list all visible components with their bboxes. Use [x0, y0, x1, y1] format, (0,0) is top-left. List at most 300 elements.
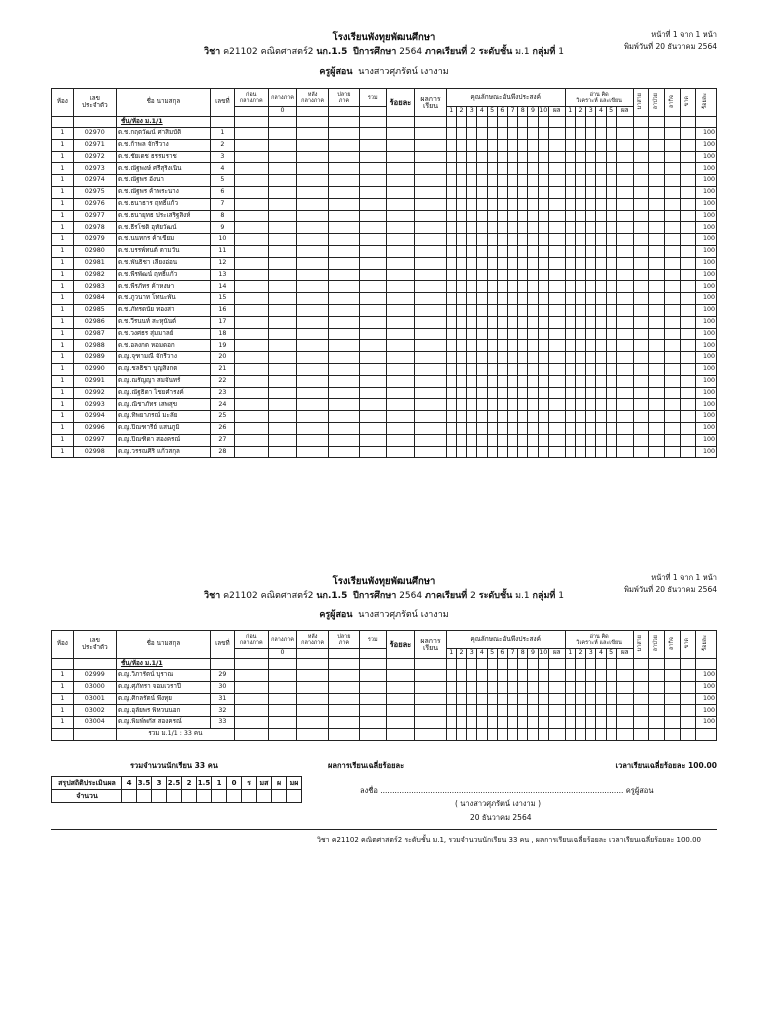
student-row	[52, 446, 717, 458]
grade-table-page2	[51, 630, 717, 741]
student-attendance-pct: 100	[696, 222, 717, 234]
room-total: รวม ม.1/1 : 33 คน	[116, 728, 234, 740]
read-col-1: 1	[565, 649, 575, 659]
student-row	[52, 163, 717, 175]
student-id: 02980	[73, 245, 116, 257]
student-attendance-pct: 100	[696, 281, 717, 293]
student-attendance-pct: 100	[696, 293, 717, 305]
student-name: ด.ช.ณัฐพงษ์ ศรีสุริงเนิน	[116, 163, 210, 175]
col-reading: อ่าน คิด วิเคราะห์ และเขียน	[565, 89, 633, 107]
col-sick: ลาป่วย	[649, 89, 665, 117]
col-percent2: ร้อยละ	[696, 631, 717, 659]
student-no: 8	[210, 210, 234, 222]
student-name: ด.ญ.ปิณฑิดา สองครณ์	[116, 434, 210, 446]
section-label: ชั้น/ห้อง ม.1/1	[116, 117, 210, 128]
read-col-4: 4	[596, 107, 606, 117]
signature-date: 20 ธันวาคม 2564	[470, 813, 532, 822]
student-row	[52, 717, 717, 729]
student-no: 6	[210, 186, 234, 198]
student-row	[52, 293, 717, 305]
student-room: 1	[52, 352, 74, 364]
section-label: ชั้น/ห้อง ม.1/1	[116, 659, 210, 670]
student-no: 26	[210, 422, 234, 434]
student-row	[52, 151, 717, 163]
student-row	[52, 340, 717, 352]
student-id: 02994	[73, 411, 116, 423]
student-row	[52, 128, 717, 140]
col-percent: ร้อยละ	[386, 89, 415, 117]
student-attendance-pct: 100	[696, 163, 717, 175]
student-row	[52, 245, 717, 257]
grade-7: 0	[227, 777, 242, 790]
student-id: 02975	[73, 186, 116, 198]
read-col-5: 5	[606, 107, 616, 117]
student-room: 1	[52, 151, 74, 163]
char-col-8: 8	[518, 649, 528, 659]
col-leave: ลากิจ	[664, 631, 680, 659]
student-attendance-pct: 100	[696, 352, 717, 364]
char-col-1: 1	[446, 107, 456, 117]
student-row	[52, 139, 717, 151]
student-id: 02983	[73, 281, 116, 293]
student-attendance-pct: 100	[696, 234, 717, 246]
mid-value: 0	[268, 107, 297, 117]
student-room: 1	[52, 304, 74, 316]
col-total: รวม	[360, 89, 386, 107]
bottom-summary: วิชา ค21102 คณิตศาสตร์2 ระดับชั้น ม.1, รวมจำนวนนักเรียน 33 คน , ผลการเรียนเฉลี่ยร้อยละ เวลาเรียนเฉลี่ยร้อยละ 100.00	[317, 836, 701, 844]
student-name: ด.ช.ธนาธาร ฤทธิ์แก้ว	[116, 198, 210, 210]
student-room: 1	[52, 446, 74, 458]
student-row	[52, 387, 717, 399]
student-no: 31	[210, 693, 234, 705]
char-col-6: 6	[497, 649, 507, 659]
student-name: ด.ช.ณัฐพร อังนา	[116, 175, 210, 187]
student-name: ด.ช.พีรพัฒน์ ฤทธิ์แก้ว	[116, 269, 210, 281]
student-id: 02977	[73, 210, 116, 222]
read-col-4: 4	[596, 649, 606, 659]
student-name: ด.ญ.จุฑามณี จักรีวาง	[116, 352, 210, 364]
student-room: 1	[52, 198, 74, 210]
student-name: ด.ญ.วิภารัตน์ บุราณ	[116, 670, 210, 682]
char-col-11: ผล	[548, 649, 565, 659]
student-no: 21	[210, 363, 234, 375]
student-attendance-pct: 100	[696, 151, 717, 163]
char-col-11: ผล	[548, 107, 565, 117]
student-room: 1	[52, 717, 74, 729]
student-room: 1	[52, 693, 74, 705]
student-name: ด.ช.ณัฐพร ค้าพระนาง	[116, 186, 210, 198]
student-row	[52, 281, 717, 293]
student-room: 1	[52, 163, 74, 175]
student-name: ด.ช.ชัยเดช ธรรมราช	[116, 151, 210, 163]
student-attendance-pct: 100	[696, 139, 717, 151]
student-no: 2	[210, 139, 234, 151]
col-no: เลขที่	[210, 89, 234, 117]
read-col-6: ผล	[616, 649, 633, 659]
mid-value: 0	[268, 649, 297, 659]
student-row	[52, 222, 717, 234]
student-name: ด.ญ.พิมพ์พกัส สองครณ์	[116, 717, 210, 729]
signature-line: ลงชื่อ ...................................................................................................... ครูผู้สอน	[360, 786, 654, 795]
char-col-3: 3	[467, 107, 477, 117]
avg-time: เวลาเรียนเฉลี่ยร้อยละ 100.00	[615, 761, 717, 770]
student-name: ด.ญ.ศิกลรัตน์ พึงทุย	[116, 693, 210, 705]
student-room: 1	[52, 705, 74, 717]
student-name: ด.ช.วงศธร สุ่มมาลย์	[116, 328, 210, 340]
student-id: 02974	[73, 175, 116, 187]
student-row	[52, 693, 717, 705]
grade-2: 3	[152, 777, 167, 790]
char-col-4: 4	[477, 649, 487, 659]
student-no: 14	[210, 281, 234, 293]
student-id: 02991	[73, 375, 116, 387]
student-no: 25	[210, 411, 234, 423]
student-id: 02981	[73, 257, 116, 269]
student-row	[52, 269, 717, 281]
student-row	[52, 411, 717, 423]
student-name: ด.ช.นนทกร ค้าเขียม	[116, 234, 210, 246]
student-no: 20	[210, 352, 234, 364]
student-room: 1	[52, 411, 74, 423]
student-id: 02978	[73, 222, 116, 234]
student-no: 33	[210, 717, 234, 729]
col-final: ปลาย ภาค	[328, 89, 359, 107]
student-id: 02987	[73, 328, 116, 340]
student-id: 02993	[73, 399, 116, 411]
student-attendance-pct: 100	[696, 304, 717, 316]
student-row	[52, 198, 717, 210]
student-name: ด.ญ.ณิชาภัทร เสพสุข	[116, 399, 210, 411]
student-no: 16	[210, 304, 234, 316]
student-id: 03004	[73, 717, 116, 729]
student-no: 3	[210, 151, 234, 163]
student-no: 11	[210, 245, 234, 257]
col-percent2: ร้อยละ	[696, 89, 717, 117]
student-no: 7	[210, 198, 234, 210]
student-row	[52, 422, 717, 434]
student-id: 02989	[73, 352, 116, 364]
student-attendance-pct: 100	[696, 245, 717, 257]
student-no: 32	[210, 705, 234, 717]
student-attendance-pct: 100	[696, 269, 717, 281]
student-id: 02998	[73, 446, 116, 458]
student-attendance-pct: 100	[696, 422, 717, 434]
col-missing: ขาด	[680, 631, 696, 659]
student-room: 1	[52, 210, 74, 222]
col-sick: ลาป่วย	[649, 631, 665, 659]
student-attendance-pct: 100	[696, 375, 717, 387]
char-col-4: 4	[477, 107, 487, 117]
read-col-1: 1	[565, 107, 575, 117]
student-room: 1	[52, 340, 74, 352]
student-no: 22	[210, 375, 234, 387]
student-id: 02976	[73, 198, 116, 210]
col-name: ชื่อ นามสกุล	[116, 89, 210, 117]
student-attendance-pct: 100	[696, 705, 717, 717]
student-no: 24	[210, 399, 234, 411]
char-col-7: 7	[507, 107, 517, 117]
student-attendance-pct: 100	[696, 693, 717, 705]
student-row	[52, 316, 717, 328]
grade-0: 4	[122, 777, 137, 790]
student-attendance-pct: 100	[696, 434, 717, 446]
char-col-5: 5	[487, 649, 497, 659]
student-id: 02984	[73, 293, 116, 305]
student-id: 03002	[73, 705, 116, 717]
grade-3: 2.5	[167, 777, 182, 790]
read-col-3: 3	[586, 649, 596, 659]
summary-label: สรุปสถิติประเมินผล	[52, 777, 122, 790]
student-attendance-pct: 100	[696, 670, 717, 682]
footer-divider	[51, 829, 717, 830]
student-room: 1	[52, 139, 74, 151]
char-col-2: 2	[456, 649, 466, 659]
student-attendance-pct: 100	[696, 316, 717, 328]
col-mid: กลางภาค	[268, 89, 297, 107]
student-attendance-pct: 100	[696, 128, 717, 140]
student-room: 1	[52, 363, 74, 375]
student-row	[52, 375, 717, 387]
student-attendance-pct: 100	[696, 399, 717, 411]
student-no: 30	[210, 681, 234, 693]
read-col-3: 3	[586, 107, 596, 117]
col-result: ผลการ เรียน	[415, 89, 446, 117]
student-no: 19	[210, 340, 234, 352]
student-room: 1	[52, 293, 74, 305]
student-id: 02992	[73, 387, 116, 399]
student-name: ด.ญ.ณรัญญา สมจันทร์	[116, 375, 210, 387]
student-id: 02988	[73, 340, 116, 352]
student-room: 1	[52, 128, 74, 140]
char-col-8: 8	[518, 107, 528, 117]
col-characteristics: คุณลักษณะอันพึงประสงค์	[446, 89, 565, 107]
col-leave: ลากิจ	[664, 89, 680, 117]
student-id: 02970	[73, 128, 116, 140]
col-reading: อ่าน คิด วิเคราะห์ และเขียน	[565, 631, 633, 649]
student-room: 1	[52, 434, 74, 446]
teacher-line-page2: ครูผู้สอน นางสาวศุภรัตน์ เงางาม	[319, 610, 449, 620]
student-attendance-pct: 100	[696, 210, 717, 222]
teacher-line: ครูผู้สอน นางสาวศุภรัตน์ เงางาม	[319, 67, 449, 77]
student-no: 27	[210, 434, 234, 446]
student-name: ด.ช.ภัทรดนัย ทองสา	[116, 304, 210, 316]
student-name: ด.ช.บรรพ์ทนต์ ตามวัน	[116, 245, 210, 257]
subject-line: วิชา ค21102 คณิตศาสตร์2 นก.1.5 ปีการศึกษา 2564 ภาคเรียนที่ 2 ระดับชั้น ม.1 กลุ่มที่ 1	[204, 47, 564, 57]
student-attendance-pct: 100	[696, 717, 717, 729]
grade-1: 3.5	[137, 777, 152, 790]
student-name: ด.ช.ภูวนาท โทนะพัน	[116, 293, 210, 305]
student-id: 02979	[73, 234, 116, 246]
student-no: 29	[210, 670, 234, 682]
subject-line-page2: วิชา ค21102 คณิตศาสตร์2 นก.1.5 ปีการศึกษา 2564 ภาคเรียนที่ 2 ระดับชั้น ม.1 กลุ่มที่ 1	[204, 591, 564, 601]
student-attendance-pct: 100	[696, 340, 717, 352]
student-id: 02997	[73, 434, 116, 446]
student-attendance-pct: 100	[696, 387, 717, 399]
char-col-5: 5	[487, 107, 497, 117]
student-no: 10	[210, 234, 234, 246]
read-col-5: 5	[606, 649, 616, 659]
col-room: ห้อง	[52, 631, 74, 659]
student-room: 1	[52, 222, 74, 234]
student-no: 18	[210, 328, 234, 340]
char-col-7: 7	[507, 649, 517, 659]
student-room: 1	[52, 399, 74, 411]
student-room: 1	[52, 175, 74, 187]
student-room: 1	[52, 670, 74, 682]
student-room: 1	[52, 681, 74, 693]
student-row	[52, 186, 717, 198]
read-col-6: ผล	[616, 107, 633, 117]
col-mid: กลางภาค	[268, 631, 297, 649]
student-row	[52, 681, 717, 693]
student-room: 1	[52, 269, 74, 281]
page-info-page2: หน้าที่ 1 จาก 1 หน้า พิมพ์วันที่ 20 ธันวาคม 2564	[624, 573, 717, 594]
student-name: ด.ญ.ชลธิชา บุญสิงกต	[116, 363, 210, 375]
student-attendance-pct: 100	[696, 446, 717, 458]
school-title-page2: โรงเรียนพังทุยพัฒนศึกษา	[332, 576, 436, 587]
student-no: 17	[210, 316, 234, 328]
school-title: โรงเรียนพังทุยพัฒนศึกษา	[332, 32, 436, 43]
student-room: 1	[52, 186, 74, 198]
student-attendance-pct: 100	[696, 186, 717, 198]
student-name: ด.ญ.ทิพยาภรณ์ มะลัย	[116, 411, 210, 423]
grade-5: 1.5	[197, 777, 212, 790]
col-after-mid: หลัง กลางภาค	[297, 631, 328, 649]
student-id: 02972	[73, 151, 116, 163]
student-room: 1	[52, 234, 74, 246]
grade-10: ผ	[272, 777, 287, 790]
student-name: ด.ญ.ณัฐธิดา ไชยคำรงค์	[116, 387, 210, 399]
char-col-1: 1	[446, 649, 456, 659]
student-attendance-pct: 100	[696, 257, 717, 269]
student-attendance-pct: 100	[696, 328, 717, 340]
student-room: 1	[52, 316, 74, 328]
grade-table	[51, 88, 717, 458]
student-id: 02973	[73, 163, 116, 175]
student-row	[52, 234, 717, 246]
student-room: 1	[52, 245, 74, 257]
col-total: รวม	[360, 631, 386, 649]
student-name: ด.ญ.อุลัยพร พิหวนนอก	[116, 705, 210, 717]
student-no: 4	[210, 163, 234, 175]
grade-4: 2	[182, 777, 197, 790]
student-row	[52, 257, 717, 269]
student-name: ด.ช.ธนายุทธ ประเสริฐสิงห์	[116, 210, 210, 222]
grade-11: มผ	[287, 777, 302, 790]
student-row	[52, 399, 717, 411]
student-attendance-pct: 100	[696, 411, 717, 423]
student-no: 28	[210, 446, 234, 458]
student-room: 1	[52, 387, 74, 399]
student-id: 02999	[73, 670, 116, 682]
student-name: ด.ญ.วรรณศิริ แก้วสกุล	[116, 446, 210, 458]
student-name: ด.ช.พีรภัทร ค้าหงษา	[116, 281, 210, 293]
student-row	[52, 352, 717, 364]
student-id: 02971	[73, 139, 116, 151]
avg-result: ผลการเรียนเฉลี่ยร้อยละ	[328, 761, 405, 770]
page-info: หน้าที่ 1 จาก 1 หน้า พิมพ์วันที่ 20 ธันวาคม 2564	[624, 30, 717, 51]
student-room: 1	[52, 375, 74, 387]
col-absent: มาสาย	[633, 631, 649, 659]
student-row	[52, 363, 717, 375]
student-name: ด.ช.ธีรโชติ อุทัยวัฒน์	[116, 222, 210, 234]
col-characteristics: คุณลักษณะอันพึงประสงค์	[446, 631, 565, 649]
student-name: ด.ช.กฤตวัฒน์ ศาสิมบัติ	[116, 128, 210, 140]
read-col-2: 2	[575, 107, 585, 117]
col-absent: มาสาย	[633, 89, 649, 117]
student-no: 13	[210, 269, 234, 281]
student-name: ด.ช.ก้าพล จักรีวาง	[116, 139, 210, 151]
count-label: จำนวน	[52, 790, 122, 803]
student-attendance-pct: 100	[696, 363, 717, 375]
student-id: 02996	[73, 422, 116, 434]
char-col-9: 9	[528, 107, 538, 117]
student-room: 1	[52, 257, 74, 269]
grade-8: ร	[242, 777, 257, 790]
student-row	[52, 670, 717, 682]
student-row	[52, 705, 717, 717]
col-no: เลขที่	[210, 631, 234, 659]
student-no: 15	[210, 293, 234, 305]
signature-name: ( นางสาวศุภรัตน์ เงางาม )	[455, 799, 541, 808]
student-attendance-pct: 100	[696, 681, 717, 693]
student-name: ด.ญ.ศุภัทรา จอมเวราปี	[116, 681, 210, 693]
student-no: 5	[210, 175, 234, 187]
student-row	[52, 328, 717, 340]
grade-summary-table	[51, 776, 302, 803]
read-col-2: 2	[575, 649, 585, 659]
student-room: 1	[52, 422, 74, 434]
char-col-10: 10	[538, 649, 548, 659]
grade-6: 1	[212, 777, 227, 790]
char-col-9: 9	[528, 649, 538, 659]
col-id: เลข ประจำตัว	[73, 631, 116, 659]
student-id: 02985	[73, 304, 116, 316]
col-percent: ร้อยละ	[386, 631, 415, 659]
student-row	[52, 304, 717, 316]
student-attendance-pct: 100	[696, 198, 717, 210]
student-row	[52, 175, 717, 187]
col-before-mid: ก่อน กลางภาค	[234, 631, 268, 649]
student-room: 1	[52, 281, 74, 293]
char-col-2: 2	[456, 107, 466, 117]
student-name: ด.ช.วีรนนท์ สะหุนันต์	[116, 316, 210, 328]
student-id: 02990	[73, 363, 116, 375]
col-name: ชื่อ นามสกุล	[116, 631, 210, 659]
char-col-3: 3	[467, 649, 477, 659]
col-missing: ขาด	[680, 89, 696, 117]
student-row	[52, 210, 717, 222]
student-id: 03001	[73, 693, 116, 705]
student-id: 02986	[73, 316, 116, 328]
total-students: รวมจำนวนนักเรียน 33 คน	[130, 761, 218, 770]
student-attendance-pct: 100	[696, 175, 717, 187]
col-final: ปลาย ภาค	[328, 631, 359, 649]
student-name: ด.ช.อลงกต หอมดอก	[116, 340, 210, 352]
char-col-10: 10	[538, 107, 548, 117]
student-id: 03000	[73, 681, 116, 693]
student-name: ด.ญ.ปิณฑารีย์ แสนภูมิ	[116, 422, 210, 434]
student-row	[52, 434, 717, 446]
student-name: ด.ช.พันธิชา เลียงอ่อน	[116, 257, 210, 269]
student-no: 9	[210, 222, 234, 234]
student-no: 12	[210, 257, 234, 269]
char-col-6: 6	[497, 107, 507, 117]
student-id: 02982	[73, 269, 116, 281]
col-result: ผลการ เรียน	[415, 631, 446, 659]
student-room: 1	[52, 328, 74, 340]
grade-9: มส	[257, 777, 272, 790]
